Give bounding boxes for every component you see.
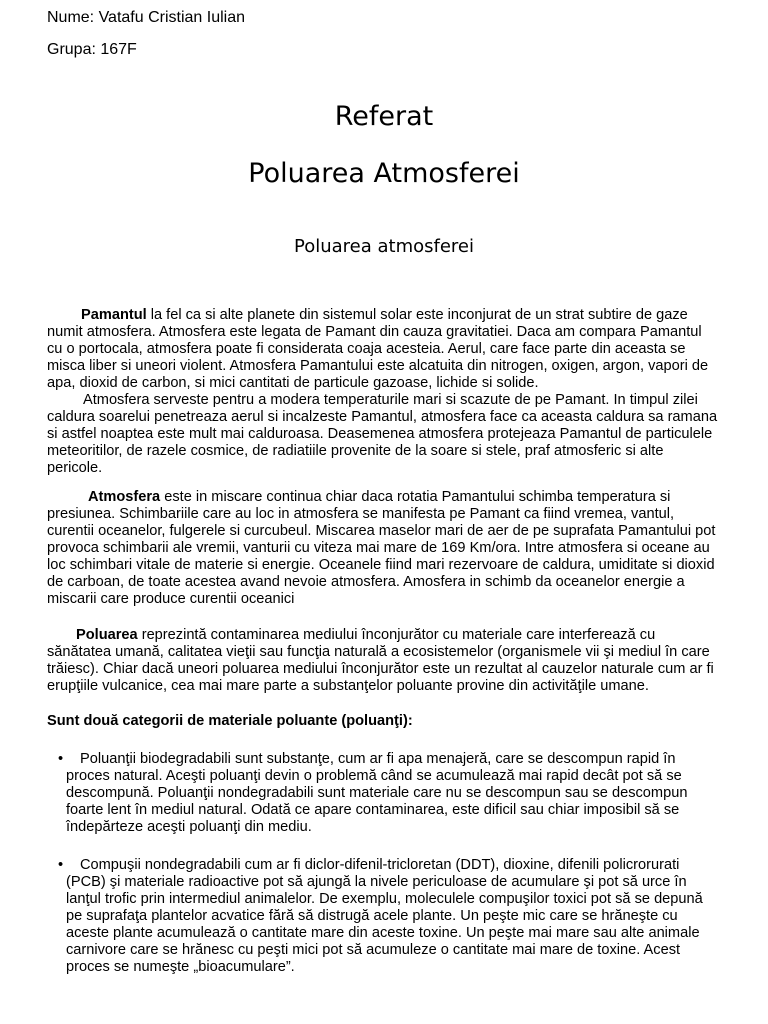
- paragraph-pamantul: [47, 307, 720, 392]
- categories-heading: Sunt două categorii de materiale poluante (poluanţi):: [47, 713, 413, 729]
- paragraph-text: reprezintă contaminarea mediului înconjurător cu materiale care interferează cu sănătatea umană, calitatea vieţii sau funcţia naturală a ecosistemelor (organismele vii şi mediul în care trăiesc). Chiar dacă uneori poluarea mediului înconjurător este un rezultat al cauzelor naturale cum ar fi erupţiile vulcanice, cea mai mare parte a substanţelor poluante provine din activităţile umane.: [47, 627, 714, 694]
- bullet-icon: •: [58, 857, 64, 873]
- document-title: Referat: [334, 101, 434, 132]
- bullet-icon: •: [58, 751, 64, 767]
- paragraph-text: este in miscare continua chiar daca rotatia Pamantului schimba temperatura si presiunea. Schimbariile care au loc in atmosfera se manifesta pe Pamant ca fiind vremea, vantul, curentii oceanelor, fulgerele si curcubeul. Miscarea maselor mari de aer de pe suprafata Pamantului pot provoca schimbarii ale vremii, vanturii cu viteza mai mare de 169 Km/ora. Intre atmosfera si oceane au loc schimbari vitale de materie si energie. Oceanele fiind mari rezervoare de caldura, umiditate si dioxid de carboan, de toate acestea avand nevoie atmosfera. Amosfera in schimb da oceanelor energie a miscarii care produce curentii oceanici: [47, 489, 716, 607]
- student-group: Grupa: 167F: [47, 41, 137, 58]
- paragraph-poluarea: [47, 627, 720, 695]
- student-name: Nume: Vatafu Cristian Iulian: [47, 9, 246, 26]
- document-subtitle: Poluarea Atmosferei: [248, 158, 520, 189]
- document-body: [47, 307, 720, 976]
- paragraph-lead: Pamantul: [81, 307, 147, 323]
- list-item-text: Compuşii nondegradabili cum ar fi diclor-difenil-tricloretan (DDT), dioxine, difenili policrorurati (PCB) şi materiale radioactive pot să ajungă la nivele periculoase de acumulare şi pot să urce în lanţul trofic prin intermediul animalelor. De exemplu, moleculele compuşilor toxici pot să se depună pe suprafaţa plantelor acvatice fără să distrugă acele plante. Un peşte mic care se hrăneşte cu aceste plante acumulează o cantitate mare din aceste toxine. Un peşte mai mare sau alte animale carnivore care se hrănesc cu peşti mici pot să acumuleze o cantitate mai mare de toxine. Acest proces se numeşte „bioacumulare”.: [66, 857, 703, 975]
- list-item-text: Poluanţii biodegradabili sunt substanţe, cum ar fi apa menajeră, care se descompun rapid în proces natural. Aceşti poluanţi devin o problemă când se acumulează mai rapid decât pot să se descompună. Poluanţii nondegradabili sunt materiale care nu se descompun sau se descompun foarte lent în mediul natural. Odată ce apare contaminarea, este dificil sau chiar imposibil să se îndepărteze aceşti poluanţi din mediu.: [66, 751, 688, 835]
- paragraph-lead: Atmosfera: [88, 489, 161, 505]
- paragraph-lead: Poluarea: [76, 627, 138, 643]
- pollutant-list: [47, 751, 720, 976]
- paragraph-text: la fel ca si alte planete din sistemul solar este inconjurat de un strat subtire de gaze numit atmosfera. Atmosfera este legata de Pamant din cauza gravitatiei. Daca am compara Pamantul cu o portocala, atmosfera poate fi considerata coaja acesteia. Aerul, care face parte din aceasta se misca liber si uneori violent. Atmosfera Pamantului este alcatuita din nitrogen, oxigen, argon, vapori de apa, dioxid de carbon, si mici cantitati de particule gazoase, lichide si solide.: [47, 307, 709, 391]
- list-item: [47, 857, 720, 976]
- paragraph-text: Atmosfera serveste pentru a modera temperaturile mari si scazute de pe Pamant. In timpul zilei caldura soarelui penetreaza aerul si incalzeste Pamantul, atmosfera face ca aceasta caldura sa ramana si astfel noaptea este mult mai calduroasa. Deasemenea atmosfera protejeaza Pamantul de particulele meteoritilor, de razele cosmice, de radiatiile provenite de la soare si stele, praf atmosferic si alte pericole.: [47, 392, 718, 476]
- list-item: [47, 751, 720, 836]
- section-heading: Poluarea atmosferei: [294, 236, 474, 257]
- paragraph-atmosfera-serveste: [47, 392, 720, 477]
- paragraph-atmosfera: [47, 489, 720, 608]
